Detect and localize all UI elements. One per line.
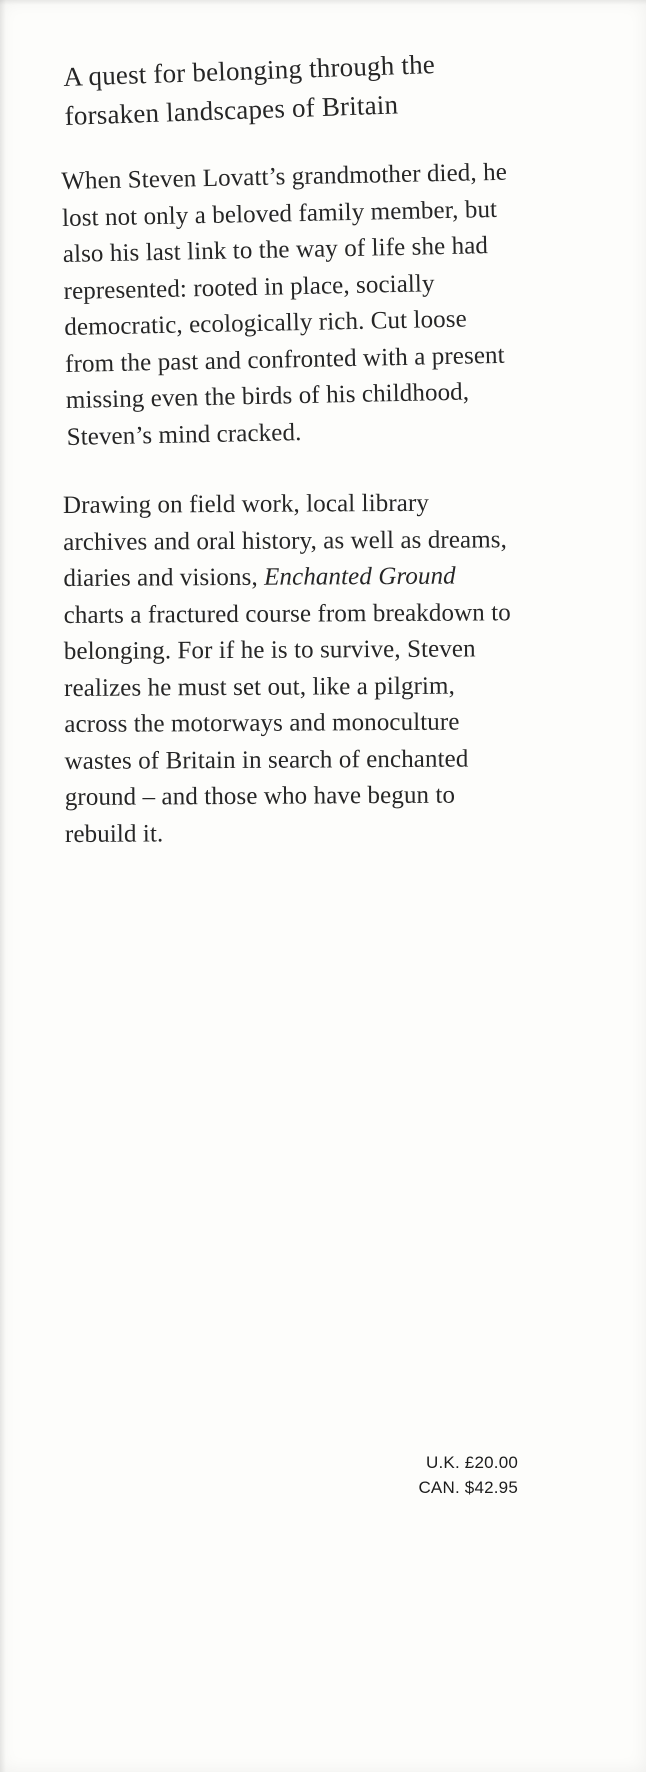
price-block xyxy=(418,1450,518,1500)
price-can: CAN. $42.95 xyxy=(418,1478,518,1497)
synopsis-paragraph-2-text-end: charts a fractured course from breakdown to belonging. For if he is to survive, Steven realizes he must set out, like a pilgrim, across the motorways and monoculture wastes of Britain in search of enchanted ground – and those who have begun to rebuild it. xyxy=(63,598,511,848)
synopsis-paragraph-2-text-start: Drawing on field work, local library archives and oral history, as well as dreams, diaries and visions, xyxy=(62,489,508,593)
flap-text-column xyxy=(61,49,520,885)
synopsis-paragraph-2 xyxy=(63,485,521,853)
price-uk: U.K. £20.00 xyxy=(426,1453,518,1472)
scan-edge-shadow-left xyxy=(0,0,6,1772)
scan-edge-shadow-top xyxy=(0,0,646,5)
book-tagline: A quest for belonging through the forsaken landscapes of Britain xyxy=(62,49,436,131)
synopsis-paragraph-1: When Steven Lovatt’s grandmother died, he lost not only a beloved family member, but also his last link to the way of life she had represented: rooted in place, socially democratic, ecologically rich. Cut loose from the past and confronted with a present missing even the birds of his childhood, Steven’s mind cracked. xyxy=(61,158,508,451)
book-title-italic: Enchanted Ground xyxy=(264,562,456,591)
